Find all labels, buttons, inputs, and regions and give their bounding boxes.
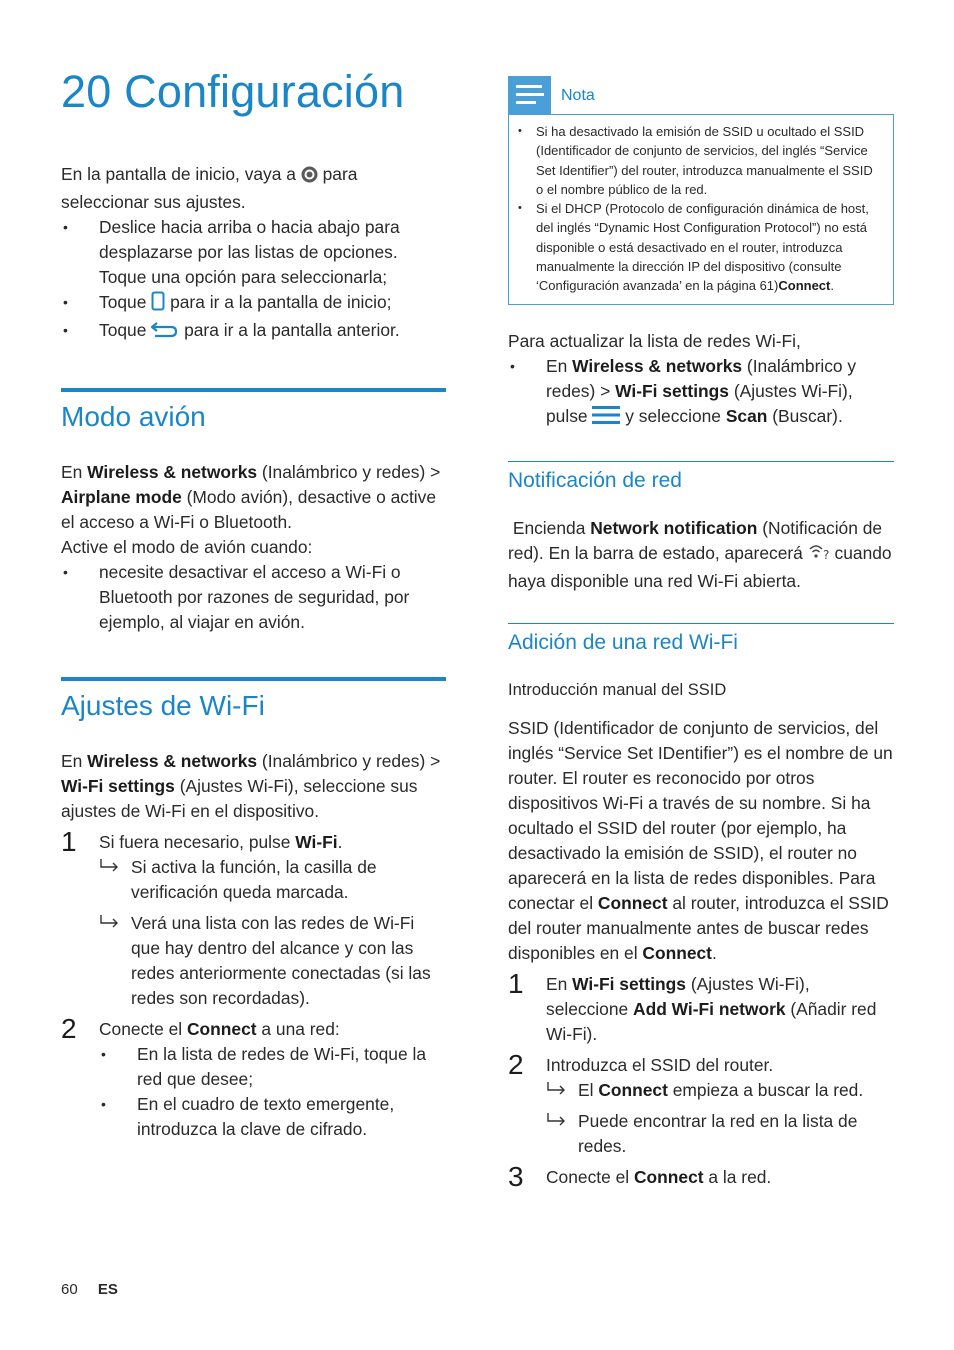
result-item: El Connect empieza a buscar la red.	[546, 1078, 894, 1103]
language-code: ES	[97, 1281, 118, 1298]
wifi-section	[61, 677, 446, 1142]
note-list	[517, 122, 879, 296]
left-column	[61, 62, 446, 1142]
result-arrow-icon	[99, 858, 121, 874]
step-item: 2 Conecte el Connect a una red: • En la lista de redes de Wi-Fi, toque la red que desee; • En el cuadro de texto emergente, introduzca la clave de cifrado.	[61, 1017, 446, 1142]
intro-section	[61, 162, 446, 346]
result-arrow-icon	[546, 1112, 568, 1128]
note-block	[508, 76, 894, 305]
result-item: Verá una lista con las redes de Wi-Fi que hay dentro del alcance y con las redes anteriormente conectadas (si las redes son recordadas).	[99, 911, 446, 1011]
step-item: 2 Introduzca el SSID del router. El Connect empieza a buscar la red. Puede encontrar la red en la lista de redes.	[508, 1053, 894, 1159]
intro-list	[61, 215, 446, 346]
refresh-list	[508, 354, 894, 432]
page-footer	[61, 1279, 118, 1301]
list-item: • Toque para ir a la pantalla de inicio;	[61, 290, 446, 318]
refresh-block	[508, 329, 894, 432]
sub-heading: Introducción manual del SSID	[508, 680, 727, 699]
home-icon	[151, 291, 165, 318]
note-item: • Si ha desactivado la emisión de SSID u ocultado el SSID (Identificador de conjunto de servicios, del inglés “Service Set Identifier”) del router, introduzca manualmente el SSID o el nombre público de la red.	[517, 122, 879, 199]
note-icon	[508, 76, 551, 114]
page-number: 60	[61, 1281, 78, 1298]
section-heading: Ajustes de Wi-Fi	[61, 677, 446, 724]
page-title: 20 Configuración	[61, 66, 405, 117]
step-number: 1	[61, 826, 77, 857]
list-item: • En Wireless & networks (Inalámbrico y redes) > Wi-Fi settings (Ajustes Wi-Fi), pulse y seleccione Scan (Buscar).	[508, 354, 894, 432]
notification-paragraph: Encienda Network notification (Notificación de red). En la barra de estado, aparecerá ? cuando haya disponible una red Wi-Fi abierta.	[508, 517, 892, 591]
step-number: 2	[508, 1048, 524, 1080]
note-label: Nota	[561, 87, 595, 104]
menu-icon	[592, 405, 620, 432]
step-results	[99, 855, 446, 1011]
list-item: • necesite desactivar el acceso a Wi-Fi o Bluetooth por razones de seguridad, por ejemplo, al viajar en avión.	[61, 560, 446, 635]
section-heading: Notificación de red	[508, 461, 894, 496]
step-item: 3 Conecte el Connect a la red.	[508, 1160, 772, 1192]
notification-section	[508, 461, 894, 594]
list-item: • Deslice hacia arriba o hacia abajo para desplazarse por las listas de opciones. Toque una opción para seleccionarla;	[61, 215, 446, 290]
airplane-paragraph: En Wireless & networks (Inalámbrico y redes) > Airplane mode (Modo avión), desactive o active el acceso a Wi-Fi o Bluetooth.	[61, 462, 441, 532]
step-results	[546, 1078, 894, 1159]
step-item: 1 Si fuera necesario, pulse Wi-Fi. Si activa la función, la casilla de verificación queda marcada. Verá una lista con las redes de Wi-Fi que hay dentro del alcance y con las redes anteriormente conectadas (si las redes son recordadas).	[61, 830, 446, 1011]
airplane-list	[61, 560, 446, 635]
step-bullets	[99, 1042, 446, 1142]
step-number: 2	[61, 1013, 77, 1044]
right-column	[508, 76, 894, 1190]
intro-paragraph: En la pantalla de inicio, vaya a para seleccionar sus ajustes.	[61, 164, 358, 212]
step-number: 1	[508, 967, 524, 999]
section-heading: Modo avión	[61, 388, 446, 435]
add-wifi-steps	[508, 967, 894, 1192]
step-number: 3	[508, 1160, 524, 1192]
note-item: • Si el DHCP (Protocolo de configuración dinámica de host, del inglés “Dynamic Host Configuration Protocol”) no está disponible o está desactivado en el router, introduzca manualmente la dirección IP del dispositivo (consulte ‘Configuración avanzada’ en la página 61)Connect.	[517, 199, 879, 295]
section-heading: Adición de una red Wi-Fi	[508, 623, 894, 658]
result-arrow-icon	[99, 914, 121, 930]
ssid-paragraph: SSID (Identificador de conjunto de servicios, del inglés “Service Set IDentifier”) es el nombre de un router. El router es reconocido por otros dispositivos Wi-Fi a través de su nombre. Si ha ocultado el SSID del router (por ejemplo, ha desactivado la emisión de SSID), el router no aparecerá en la lista de redes disponibles. Para conectar el Connect al router, introduzca el SSID del router manualmente antes de buscar redes disponibles en el Connect.	[508, 717, 893, 963]
svg-text:?: ?	[822, 547, 830, 562]
airplane-section	[61, 388, 446, 635]
airplane-paragraph-2: Active el modo de avión cuando:	[61, 537, 313, 557]
list-item: • Toque para ir a la pantalla anterior.	[61, 318, 446, 346]
add-wifi-section	[508, 623, 894, 1190]
back-arrow-icon	[151, 319, 179, 346]
refresh-lead: Para actualizar la lista de redes Wi-Fi,	[508, 330, 801, 351]
wifi-paragraph: En Wireless & networks (Inalámbrico y redes) > Wi-Fi settings (Ajustes Wi-Fi), seleccione sus ajustes de Wi-Fi en el dispositivo.	[61, 751, 441, 821]
list-item: • En la lista de redes de Wi-Fi, toque la red que desee;	[99, 1042, 446, 1092]
wifi-steps	[61, 826, 446, 1142]
wifi-question-icon	[808, 542, 830, 569]
result-item: Si activa la función, la casilla de verificación queda marcada.	[99, 855, 446, 905]
note-box	[508, 114, 894, 305]
note-header	[508, 76, 894, 114]
list-item: • En el cuadro de texto emergente, introduzca la clave de cifrado.	[99, 1092, 446, 1142]
settings-gear-icon	[301, 165, 318, 190]
result-arrow-icon	[546, 1081, 568, 1097]
step-item: 1 En Wi-Fi settings (Ajustes Wi-Fi), seleccione Add Wi-Fi network (Añadir red Wi-Fi).	[508, 967, 877, 1044]
result-item: Puede encontrar la red en la lista de redes.	[546, 1109, 894, 1159]
